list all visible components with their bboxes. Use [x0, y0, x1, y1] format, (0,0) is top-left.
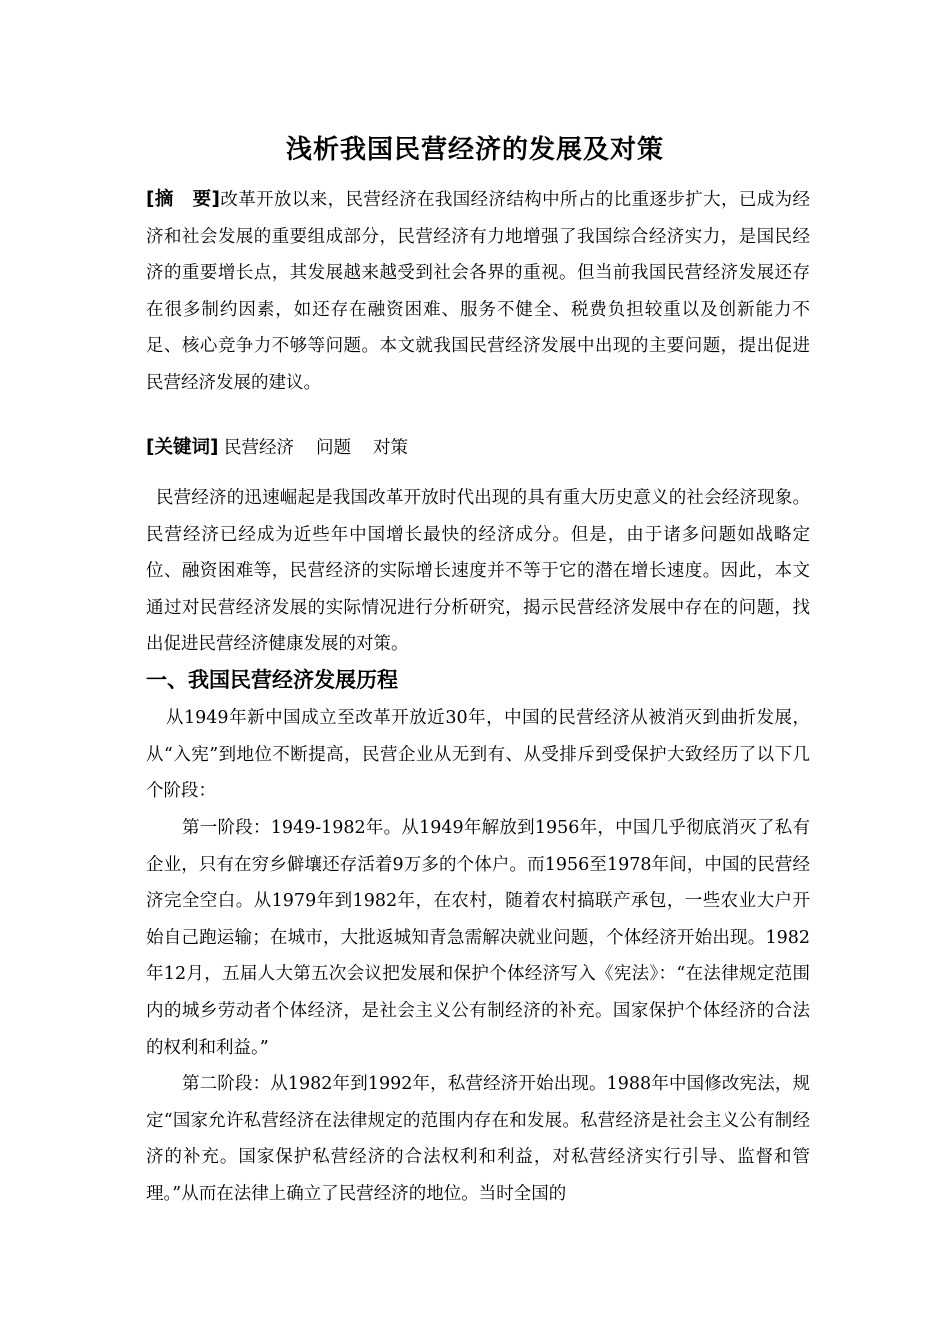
abstract-paragraph [146, 182, 810, 402]
intro-paragraph: 民营经济的迅速崛起是我国改革开放时代出现的具有重大历史意义的社会经济现象。民营经济已经成为近些年中国增长最快的经济成分。但是，由于诸多问题如战略定位、融资困难等，民营经济的实际增长速度并不等于它的潜在增长速度。因此，本文通过对民营经济发展的实际情况进行分析研究，揭示民营经济发展中存在的问题，找出促进民营经济健康发展的对策。 [146, 488, 810, 655]
keywords-label: [关键词] [146, 437, 219, 458]
abstract-label: [摘 要] [146, 189, 220, 210]
keyword-item: 民营经济 [224, 438, 294, 458]
keywords-line [146, 430, 810, 467]
body-paragraph: 从1949年新中国成立至改革开放近30年，中国的民营经济从被消灭到曲折发展，从“入宪”到地位不断提高，民营企业从无到有、从受排斥到受保护大致经历了以下几个阶段： [146, 708, 810, 802]
keyword-item: 对策 [373, 438, 408, 458]
section-heading: 一、我国民营经济发展历程 [146, 668, 398, 692]
document-title: 浅析我国民营经济的发展及对策 [285, 135, 664, 165]
stage-one-paragraph: 第一阶段：1949-1982年。从1949年解放到1956年，中国几乎彻底消灭了私有企业，只有在穷乡僻壤还存活着9万多的个体户。而1956至1978年间，中国的民营经济完全空白。从1979年到1982年，在农村，随着农村搞联产承包，一些农业大户开始自己跑运输；在城市，大批返城知青急需解决就业问题，个体经济开始出现。1982年12月，五届人大第五次会议把发展和保护个体经济写入《宪法》：“在法律规定范围内的城乡劳动者个体经济，是社会主义公有制经济的补充。国家保护个体经济的合法的权利和利益。” [146, 818, 810, 1058]
keyword-item: 问题 [316, 438, 351, 458]
stage-two-paragraph: 第二阶段：从1982年到1992年，私营经济开始出现。1988年中国修改宪法，规定“国家允许私营经济在法律规定的范围内存在和发展。私营经济是社会主义公有制经济的补充。国家保护私营经济的合法权利和利益，对私营经济实行引导、监督和管理。”从而在法律上确立了民营经济的地位。当时全国的 [146, 1074, 810, 1204]
abstract-text: 改革开放以来，民营经济在我国经济结构中所占的比重逐步扩大，已成为经济和社会发展的重要组成部分，民营经济有力地增强了我国综合经济实力，是国民经济的重要增长点，其发展越来越受到社会各界的重视。但当前我国民营经济发展还存在很多制约因素，如还存在融资困难、服务不健全、税费负担较重以及创新能力不足、核心竞争力不够等问题。本文就我国民营经济发展中出现的主要问题，提出促进民营经济发展的建议。 [146, 190, 810, 393]
